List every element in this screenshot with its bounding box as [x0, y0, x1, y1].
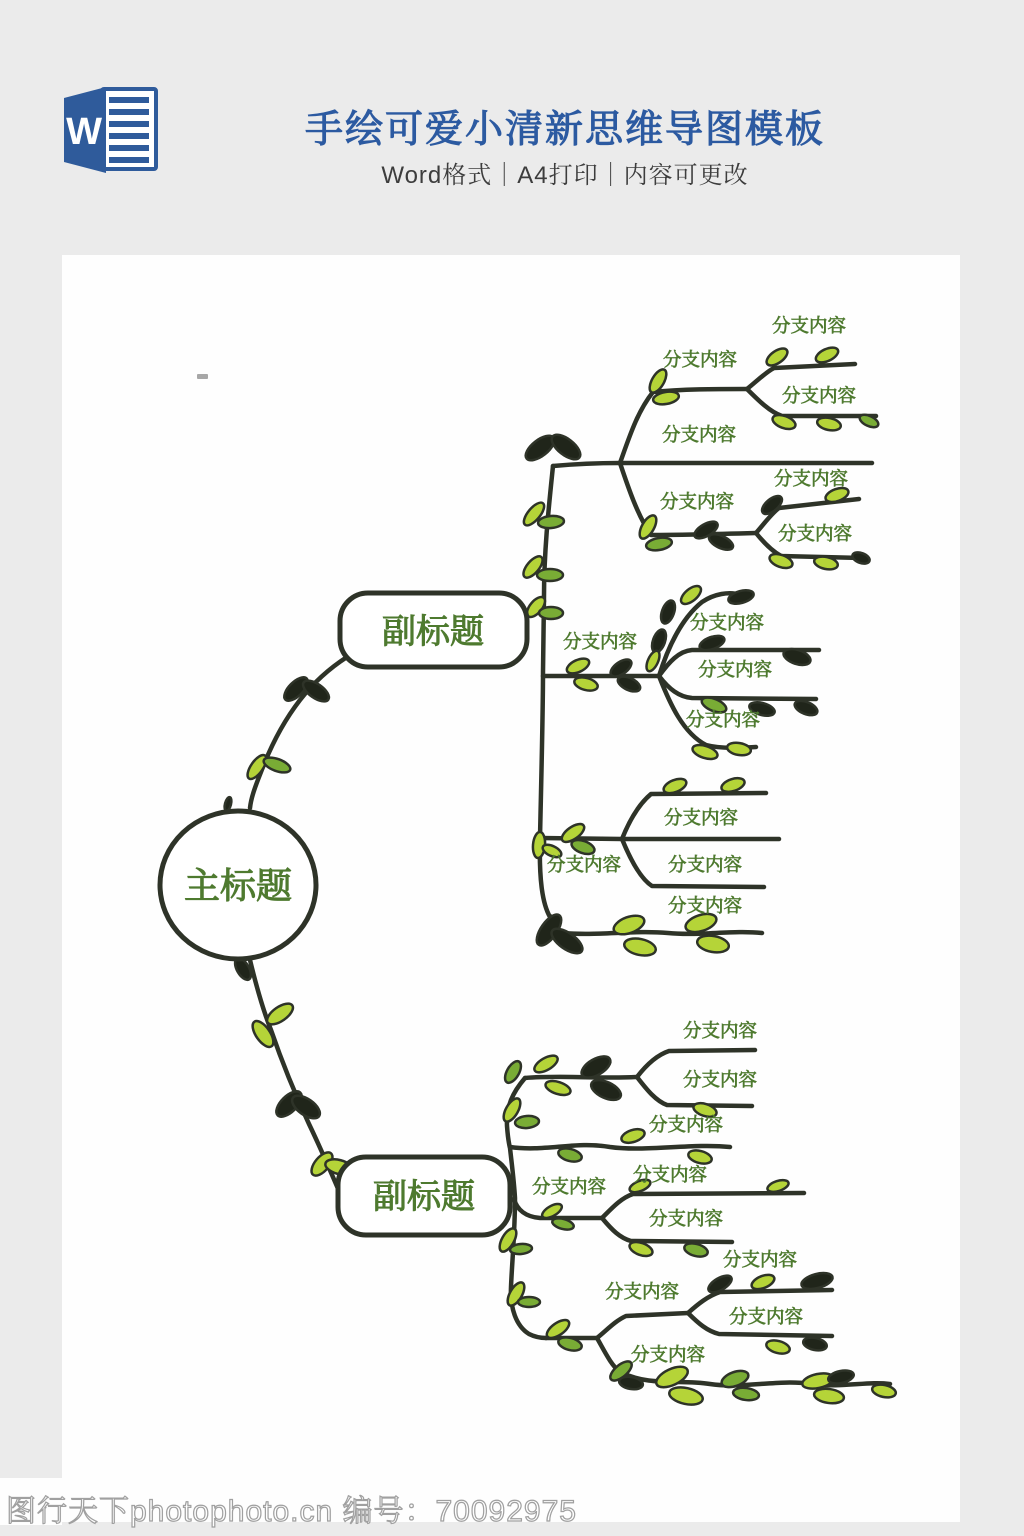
branch-label: 分支内容 [604, 1281, 680, 1302]
branch-label: 分支内容 [682, 1020, 758, 1041]
branch-label: 分支内容 [648, 1114, 724, 1135]
branch-label: 分支内容 [667, 895, 743, 916]
leaf-icon [668, 1385, 705, 1408]
branch-label: 分支内容 [662, 349, 738, 370]
leaf-icon [544, 1078, 572, 1097]
subtopic-bottom-label: 副标题 [373, 1178, 475, 1216]
branch-label: 分支内容 [773, 468, 849, 489]
branch-label: 分支内容 [781, 385, 857, 406]
leaf-icon [851, 550, 871, 566]
leaf-icon [588, 1076, 624, 1104]
root-node-label: 主标题 [183, 865, 293, 906]
leaf-icon [726, 741, 752, 757]
leaf-icon [264, 1000, 297, 1029]
leaf-icon [518, 1297, 540, 1307]
branch-label: 分支内容 [630, 1344, 706, 1365]
leaf-icon [658, 599, 677, 626]
subtopic-top-label: 副标题 [382, 613, 484, 651]
leaf-icon [649, 628, 668, 655]
leaf-icon [759, 493, 785, 518]
branch-label: 分支内容 [632, 1164, 708, 1185]
leaf-icon [537, 569, 563, 581]
page-subtitle: Word格式｜A4打印｜内容可更改 [381, 162, 749, 189]
leaf-icon [765, 1338, 791, 1356]
branch-label: 分支内容 [685, 709, 761, 730]
leaf-icon [813, 1387, 845, 1405]
branch-label: 分支内容 [562, 631, 638, 652]
leaf-icon [557, 1146, 583, 1164]
branch-label: 分支内容 [682, 1069, 758, 1090]
leaf-icon [802, 1336, 828, 1353]
branch-label: 分支内容 [697, 659, 773, 680]
branch-label: 分支内容 [728, 1306, 804, 1327]
branch-label: 分支内容 [777, 523, 853, 544]
vine-branch [597, 1313, 688, 1338]
branch-label: 分支内容 [546, 854, 622, 875]
leaf-icon [565, 655, 592, 676]
leaf-icon [732, 1386, 759, 1402]
stray-mark [197, 374, 208, 379]
leaf-icon [871, 1383, 897, 1400]
branch-label: 分支内容 [531, 1176, 607, 1197]
vine-branch [550, 916, 762, 934]
leaf-icon [623, 936, 658, 958]
leaf-icon [645, 536, 673, 552]
leaf-icon [696, 933, 730, 954]
vine-branch [553, 463, 872, 466]
leaf-icon [539, 607, 563, 619]
word-icon-letter: W [66, 111, 102, 153]
page-title: 手绘可爱小清新思维导图模板 [304, 109, 825, 151]
vine-branch [510, 1145, 730, 1148]
leaf-icon [532, 1052, 561, 1075]
watermark-text: 图行天下photophoto.cn 编号：70092975 [6, 1495, 577, 1528]
branch-label: 分支内容 [663, 807, 739, 828]
branch-label: 分支内容 [689, 612, 765, 633]
leaf-icon [538, 515, 565, 529]
leaf-icon [262, 755, 292, 776]
leaf-icon [727, 588, 755, 606]
branch-label: 分支内容 [661, 424, 737, 445]
vine-branch [540, 838, 622, 839]
branch-label: 分支内容 [648, 1208, 724, 1229]
leaf-icon [814, 344, 841, 365]
leaf-icon [515, 1115, 540, 1129]
branch-label: 分支内容 [722, 1249, 798, 1270]
vine-branch [525, 1077, 637, 1078]
leaf-icon [620, 1127, 647, 1146]
branch-label: 分支内容 [771, 315, 847, 336]
branch-label: 分支内容 [667, 854, 743, 875]
leaf-icon [548, 924, 587, 958]
branch-label: 分支内容 [659, 491, 735, 512]
leaf-icon [510, 1243, 533, 1255]
